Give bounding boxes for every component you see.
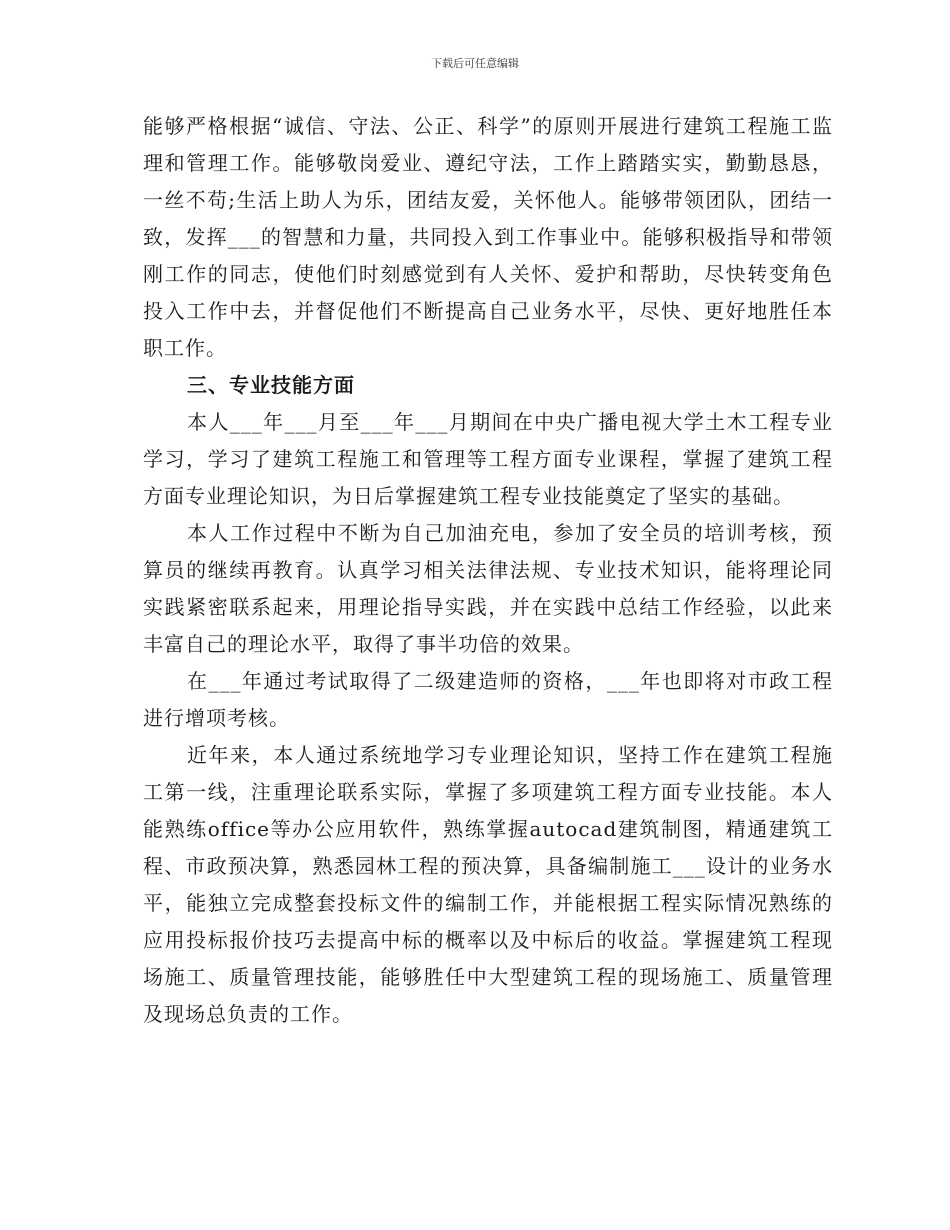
section-heading: 三、专业技能方面: [187, 373, 355, 397]
paragraph-skills: 近年来，本人通过系统地学习专业理论知识，坚持工作在建筑工程施工第一线，注重理论联系实际，掌握了多项建筑工程方面专业技能。本人能熟练office等办公应用软件，熟练掌握autocad建筑制图，精通建筑工程、市政预决算，熟悉园林工程的预决算，具备编制施工___设计的业务水平，能独立完成整套投标文件的编制工作，并能根据工程实际情况熟练的应用投标报价技巧去提高中标的概率以及中标后的收益。掌握建筑工程现场施工、质量管理技能，能够胜任中大型建筑工程的现场施工、质量管理及现场总负责的工作。: [143, 743, 833, 1026]
document-body: [143, 108, 833, 1033]
paragraph-qualification: 在___年通过考试取得了二级建造师的资格，___年也即将对市政工程进行增项考核。: [143, 669, 833, 730]
paragraph-intro: 能够严格根据“诚信、守法、公正、科学”的原则开展进行建筑工程施工监理和管理工作。能够敬岗爱业、遵纪守法，工作上踏踏实实，勤勤恳恳，一丝不苟;生活上助人为乐，团结友爱，关怀他人。能够带领团队，团结一致，发挥___的智慧和力量，共同投入到工作事业中。能够积极指导和带领刚工作的同志，使他们时刻感觉到有人关怀、爱护和帮助，尽快转变角色投入工作中去，并督促他们不断提高自己业务水平，尽快、更好地胜任本职工作。: [143, 114, 833, 360]
paragraph-training: 本人工作过程中不断为自己加油充电，参加了安全员的培训考核，预算员的继续再教育。认真学习相关法律法规、专业技术知识，能将理论同实践紧密联系起来，用理论指导实践，并在实践中总结工作经验，以此来丰富自己的理论水平，取得了事半功倍的效果。: [143, 521, 833, 656]
paragraph-study: 本人___年___月至___年___月期间在中央广播电视大学土木工程专业学习，学习了建筑工程施工和管理等工程方面专业课程，掌握了建筑工程方面专业理论知识，为日后掌握建筑工程专业技能奠定了坚实的基础。: [143, 410, 833, 508]
page-header-note: 下载后可任意编辑: [431, 57, 519, 70]
